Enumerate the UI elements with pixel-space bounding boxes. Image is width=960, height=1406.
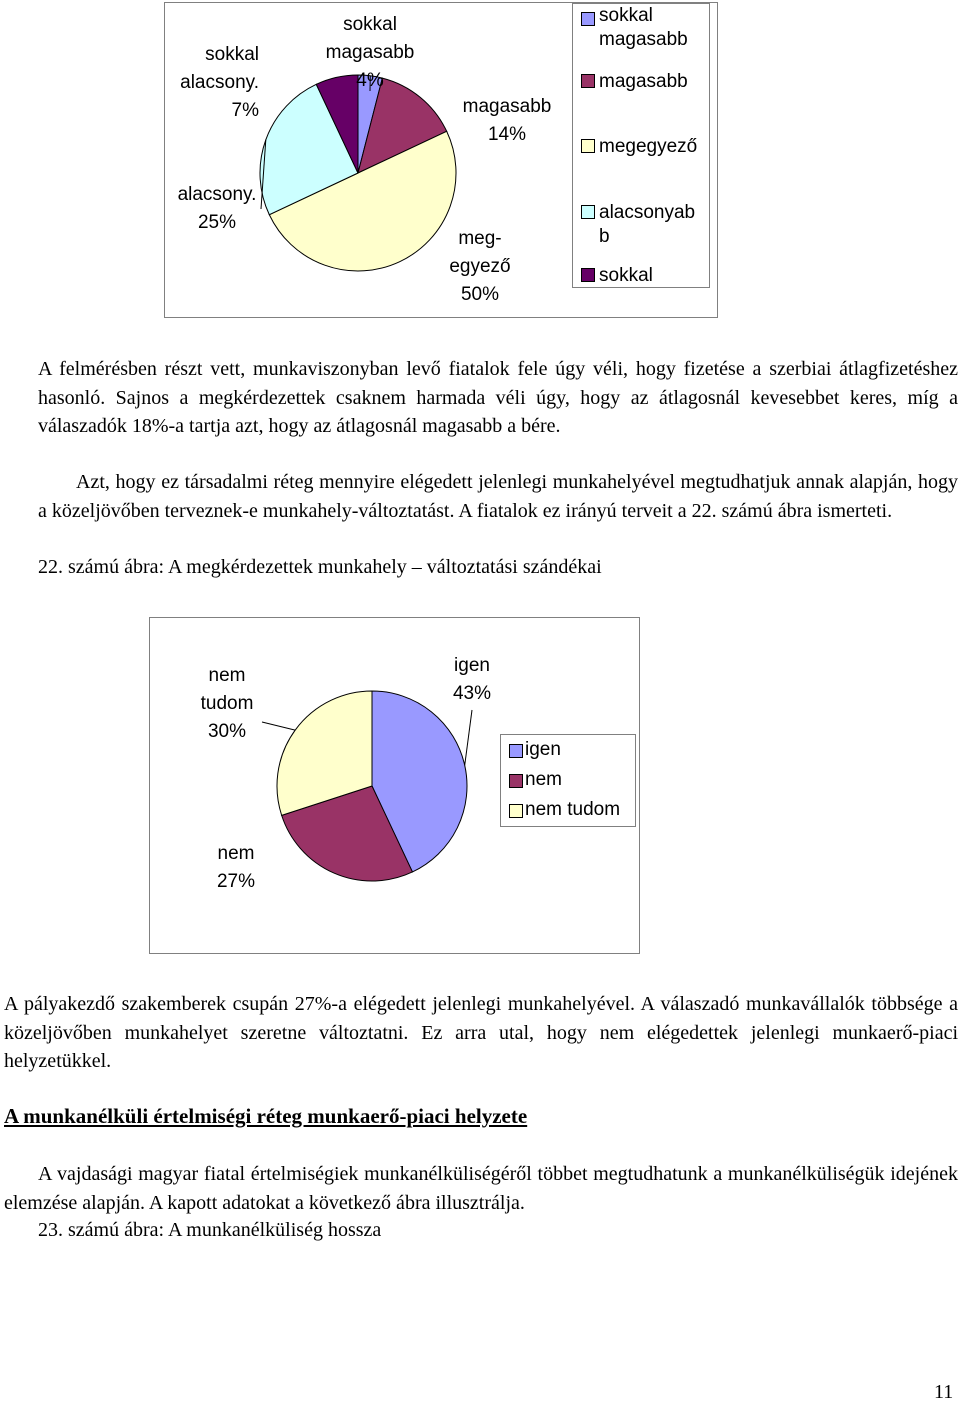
legend-item-igen: igen bbox=[525, 738, 561, 762]
legend-swatch-igen bbox=[509, 744, 523, 758]
page-number: 11 bbox=[934, 1378, 953, 1406]
label-sokkal-alacsonyabb: sokkal alacsony. 7% bbox=[169, 41, 259, 125]
section-heading: A munkanélküli értelmiségi réteg munkaerő-piaci helyzete bbox=[4, 1104, 527, 1129]
label-megegyezo: meg- egyező 50% bbox=[435, 225, 525, 309]
legend-swatch-megegyezo bbox=[581, 139, 595, 153]
paragraph-4: A vajdasági magyar fiatal értelmiségiek munkanélküliségéről többet megtudhatunk a munkanélküliségük idejének elemzése alapján. A kapott adatokat a következő ábra illusztrálja. bbox=[4, 1160, 958, 1217]
paragraph-1: A felmérésben részt vett, munkaviszonyban levő fiatalok fele úgy véli, hogy fizetése a szerbiai átlagfizetéshez hasonló. Sajnos a megkérdezettek csaknem harmada véli úgy, hogy az átlagosnál kevesebbet keres, míg a válaszadók 18%-a tartja azt, hogy az átlagosnál magasabb a bére. bbox=[38, 355, 958, 441]
legend-item-megegyezo: megegyező bbox=[599, 135, 697, 159]
legend-2 bbox=[500, 734, 636, 827]
label-nem: nem 27% bbox=[196, 840, 276, 896]
paragraph-3: A pályakezdő szakemberek csupán 27%-a elégedett jelenlegi munkahelyével. A válaszadó munkavállalók többsége a közeljövőben munkahelyet szeretne változtatni. Ez arra utal, hogy nem elégedettek jelenlegi munkaerő-piaci helyzetükkel. bbox=[4, 990, 958, 1076]
legend-swatch-alacsonyabb bbox=[581, 205, 595, 219]
paragraph-2: Azt, hogy ez társadalmi réteg mennyire elégedett jelenlegi munkahelyével megtudhatjuk annak alapján, hogy a közeljövőben terveznek-e munkahely-változtatást. A fiatalok ez irányú terveit a 22. számú ábra ismerteti. bbox=[38, 468, 958, 525]
legend-swatch-nem bbox=[509, 774, 523, 788]
label-nem-tudom: nem tudom 30% bbox=[186, 662, 268, 746]
figure-caption-23: 23. számú ábra: A munkanélküliség hossza bbox=[38, 1216, 381, 1244]
label-magasabb: magasabb 14% bbox=[447, 93, 567, 149]
chart-frame-2 bbox=[149, 617, 640, 954]
legend-item-sokkal: sokkal bbox=[599, 264, 653, 288]
label-sokkal-magasabb: sokkal magasabb 4% bbox=[315, 11, 425, 95]
legend-swatch-nem-tudom bbox=[509, 804, 523, 818]
chart-frame-1 bbox=[164, 2, 718, 318]
leader-line-igen bbox=[465, 710, 472, 765]
label-igen: igen 43% bbox=[432, 652, 512, 708]
legend-swatch-sokkal-magasabb bbox=[581, 12, 595, 26]
legend-swatch-magasabb bbox=[581, 74, 595, 88]
legend-1 bbox=[572, 3, 710, 288]
legend-swatch-sokkal bbox=[581, 268, 595, 282]
legend-item-alacsonyabb: alacsonyab b bbox=[599, 201, 695, 249]
legend-item-sokkal-magasabb: sokkal magasabb bbox=[599, 4, 688, 52]
legend-item-nem-tudom: nem tudom bbox=[525, 798, 620, 822]
legend-item-magasabb: magasabb bbox=[599, 70, 688, 94]
figure-caption-22: 22. számú ábra: A megkérdezettek munkahely – változtatási szándékai bbox=[38, 553, 602, 581]
label-alacsonyabb: alacsony. 25% bbox=[167, 181, 267, 237]
legend-item-nem: nem bbox=[525, 768, 562, 792]
